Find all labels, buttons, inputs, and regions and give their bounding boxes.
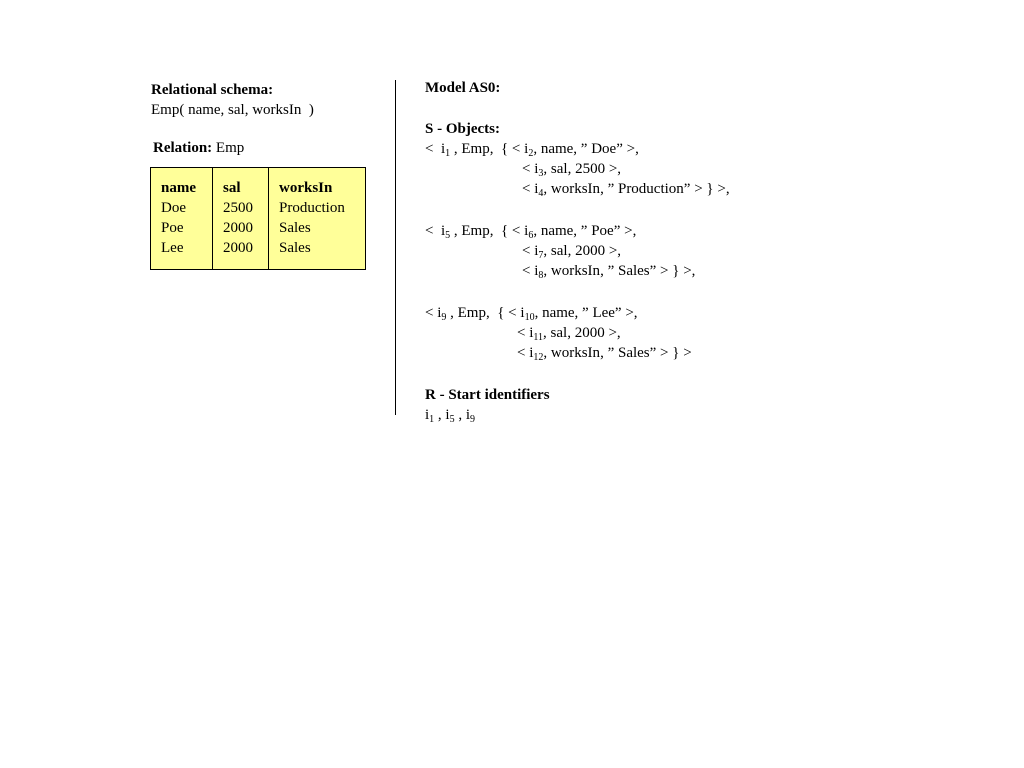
- emp-relation-table: [150, 167, 366, 270]
- relation-name: Emp: [215, 140, 245, 156]
- object-id: 1: [445, 148, 451, 159]
- attribute-name: name: [542, 305, 575, 321]
- relation-caption: [153, 138, 244, 158]
- attribute-id: 11: [533, 332, 544, 343]
- attribute-id: 8: [538, 270, 544, 281]
- attribute-id: 4: [538, 188, 544, 199]
- attribute-line: < $i_8$, worksIn, ” Sales” > } >,: [522, 263, 696, 281]
- attribute-line: < $i_{11}$, sal, 2000 >,: [517, 325, 621, 343]
- attribute-value: 2000: [575, 243, 606, 259]
- attribute-name: worksIn: [550, 345, 601, 361]
- table-cell: Sales: [279, 220, 311, 236]
- table-cell: 2500: [223, 200, 253, 216]
- table-cell: 2000: [223, 240, 253, 256]
- attribute-name: worksIn: [550, 181, 601, 197]
- attribute-name: sal: [550, 325, 568, 341]
- start-identifiers-list: $i_1$ , $i_5$ , $i_9$: [425, 407, 476, 425]
- attribute-line: < $i_3$, sal, 2500 >,: [522, 161, 622, 179]
- attribute-id: 10: [524, 312, 535, 323]
- attribute-value: 2500: [575, 161, 606, 177]
- column-separator: [212, 168, 213, 269]
- table-cell: Doe: [161, 200, 186, 216]
- schema-definition: Emp( name, sal, worksIn ): [151, 102, 314, 118]
- column-separator: [268, 168, 269, 269]
- attribute-name: name: [540, 223, 574, 239]
- attribute-line: < $i_{12}$, worksIn, ” Sales” > } >: [517, 345, 692, 363]
- start-id: 9: [470, 414, 476, 425]
- attribute-value: ” Sales”: [607, 263, 657, 279]
- table-cell: Poe: [161, 220, 184, 236]
- attribute-name: sal: [550, 243, 568, 259]
- attribute-id: 6: [528, 230, 534, 241]
- attribute-value: ” Sales”: [607, 345, 657, 361]
- attribute-line: < $i_4$, worksIn, ” Production” > } >,: [522, 181, 730, 199]
- schema-heading: Relational schema:: [151, 82, 274, 98]
- vertical-divider: [395, 80, 396, 415]
- table-cell: Lee: [161, 240, 184, 256]
- table-cell: Sales: [279, 240, 311, 256]
- object-id: 5: [445, 230, 451, 241]
- attribute-value: ” Lee”: [582, 305, 622, 321]
- attribute-id: 7: [538, 250, 544, 261]
- column-header: name: [161, 180, 196, 196]
- column-sal: [223, 178, 253, 279]
- column-worksin: [279, 178, 345, 279]
- object-line: < $i_9$ , Emp, { < $i_{10}$, name, ” Lee” >,: [425, 305, 638, 323]
- column-header: sal: [223, 180, 241, 196]
- attribute-name: worksIn: [550, 263, 601, 279]
- start-id: 1: [429, 414, 435, 425]
- attribute-value: ” Poe”: [580, 223, 621, 239]
- attribute-id: 12: [533, 352, 544, 363]
- attribute-line: < $i_7$, sal, 2000 >,: [522, 243, 622, 261]
- attribute-id: 2: [528, 148, 534, 159]
- object-line: < $i_5$ , Emp, { < $i_6$, name, ” Poe” >,: [425, 223, 637, 241]
- column-name: [161, 178, 196, 279]
- attribute-id: 3: [538, 168, 544, 179]
- column-header: worksIn: [279, 180, 333, 196]
- model-title: Model AS0:: [425, 80, 501, 96]
- object-class: Emp: [457, 305, 486, 321]
- start-identifiers-heading: R - Start identifiers: [425, 387, 550, 403]
- attribute-name: sal: [550, 161, 568, 177]
- relation-label: Relation:: [153, 140, 213, 156]
- attribute-value: ” Doe”: [580, 141, 623, 157]
- object-line: < $i_1$ , Emp, { < $i_2$, name, ” Doe” >,: [425, 141, 639, 159]
- attribute-value: ” Production”: [607, 181, 691, 197]
- attribute-value: 2000: [574, 325, 605, 341]
- table-cell: 2000: [223, 220, 253, 236]
- object-class: Emp: [461, 141, 490, 157]
- object-class: Emp: [461, 223, 490, 239]
- table-cell: Production: [279, 200, 345, 216]
- start-id: 5: [449, 414, 455, 425]
- object-id: 9: [441, 312, 447, 323]
- objects-heading: S - Objects:: [425, 121, 500, 137]
- attribute-name: name: [540, 141, 574, 157]
